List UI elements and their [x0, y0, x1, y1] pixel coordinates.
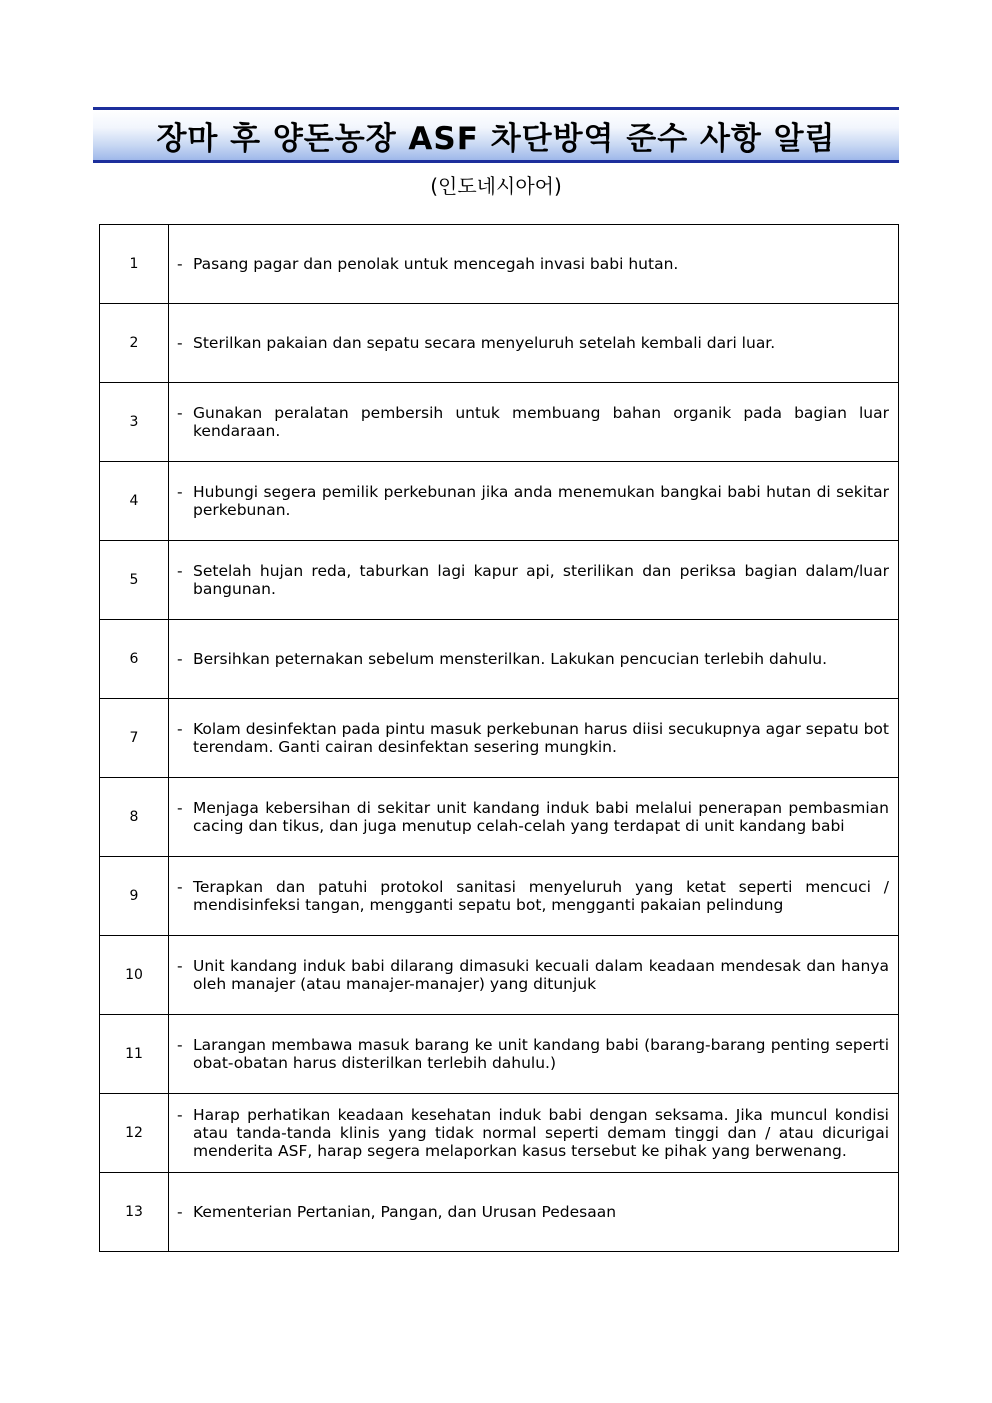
item-text [177, 878, 889, 914]
item-number: 12 [100, 1094, 169, 1173]
notice-table-body [100, 225, 899, 1252]
bullet-dash: - [177, 878, 183, 896]
bullet-dash: - [177, 1203, 183, 1221]
bullet-dash: - [177, 562, 183, 580]
item-cell [169, 541, 899, 620]
document-subtitle: (인도네시아어) [430, 174, 562, 198]
item-number: 1 [100, 225, 169, 304]
bullet-dash: - [177, 799, 183, 817]
table-row [100, 857, 899, 936]
item-description: Kolam desinfektan pada pintu masuk perkebunan harus diisi secukupnya agar sepatu bot terendam. Ganti cairan desinfektan sesering mungkin. [193, 720, 889, 756]
item-text [177, 957, 889, 993]
item-description: Bersihkan peternakan sebelum mensterilkan. Lakukan pencucian terlebih dahulu. [193, 650, 828, 668]
item-text [177, 720, 889, 756]
item-number: 6 [100, 620, 169, 699]
item-cell [169, 383, 899, 462]
item-description: Hubungi segera pemilik perkebunan jika anda menemukan bangkai babi hutan di sekitar perkebunan. [193, 483, 889, 519]
table-row [100, 778, 899, 857]
item-text [177, 1036, 889, 1072]
item-cell [169, 225, 899, 304]
item-cell [169, 1094, 899, 1173]
item-cell [169, 1015, 899, 1094]
bullet-dash: - [177, 483, 183, 501]
item-description: Pasang pagar dan penolak untuk mencegah invasi babi hutan. [193, 255, 679, 273]
item-description: Unit kandang induk babi dilarang dimasuki kecuali dalam keadaan mendesak dan hanya oleh manajer (atau manajer-manajer) yang ditunjuk [193, 957, 889, 993]
item-cell [169, 857, 899, 936]
item-number: 7 [100, 699, 169, 778]
item-description: Sterilkan pakaian dan sepatu secara menyeluruh setelah kembali dari luar. [193, 334, 776, 352]
item-cell [169, 304, 899, 383]
item-text [177, 650, 889, 668]
item-text [177, 404, 889, 440]
bullet-dash: - [177, 650, 183, 668]
bullet-dash: - [177, 957, 183, 975]
item-text [177, 562, 889, 598]
table-row [100, 936, 899, 1015]
item-cell [169, 778, 899, 857]
item-number: 5 [100, 541, 169, 620]
table-row [100, 304, 899, 383]
item-number: 2 [100, 304, 169, 383]
table-row [100, 1015, 899, 1094]
item-number: 8 [100, 778, 169, 857]
item-cell [169, 1173, 899, 1252]
bullet-dash: - [177, 1106, 183, 1124]
table-row [100, 699, 899, 778]
table-row [100, 620, 899, 699]
item-number: 13 [100, 1173, 169, 1252]
item-text [177, 483, 889, 519]
item-text [177, 1203, 889, 1221]
item-text [177, 1106, 889, 1160]
table-row [100, 462, 899, 541]
table-row [100, 383, 899, 462]
bullet-dash: - [177, 720, 183, 738]
table-row [100, 1094, 899, 1173]
item-description: Menjaga kebersihan di sekitar unit kandang induk babi melalui penerapan pembasmian cacing dan tikus, dan juga menutup celah-celah yang terdapat di unit kandang babi [193, 799, 889, 835]
item-number: 3 [100, 383, 169, 462]
title-banner [93, 107, 899, 163]
item-description: Larangan membawa masuk barang ke unit kandang babi (barang-barang penting seperti obat-obatan harus disterilkan terlebih dahulu.) [193, 1036, 889, 1072]
item-description: Gunakan peralatan pembersih untuk membuang bahan organik pada bagian luar kendaraan. [193, 404, 889, 440]
item-cell [169, 936, 899, 1015]
item-text [177, 255, 889, 273]
item-number: 11 [100, 1015, 169, 1094]
item-number: 4 [100, 462, 169, 541]
item-description: Harap perhatikan keadaan kesehatan induk babi dengan seksama. Jika muncul kondisi atau tanda-tanda klinis yang tidak normal seperti demam tinggi dan / atau dicurigai menderita ASF, harap segera melaporkan kasus tersebut ke pihak yang berwenang. [193, 1106, 889, 1160]
bullet-dash: - [177, 334, 183, 352]
notice-table [99, 224, 899, 1252]
item-text [177, 334, 889, 352]
item-description: Terapkan dan patuhi protokol sanitasi menyeluruh yang ketat seperti mencuci / mendisinfeksi tangan, mengganti sepatu bot, mengganti pakaian pelindung [193, 878, 889, 914]
item-cell [169, 462, 899, 541]
table-row [100, 541, 899, 620]
document-title: 장마 후 양돈농장 ASF 차단방역 준수 사항 알림 [156, 120, 836, 157]
item-text [177, 799, 889, 835]
table-row [100, 1173, 899, 1252]
item-description: Setelah hujan reda, taburkan lagi kapur api, sterilikan dan periksa bagian dalam/luar bangunan. [193, 562, 889, 598]
item-number: 9 [100, 857, 169, 936]
bullet-dash: - [177, 404, 183, 422]
item-description: Kementerian Pertanian, Pangan, dan Urusan Pedesaan [193, 1203, 617, 1221]
item-cell [169, 699, 899, 778]
item-number: 10 [100, 936, 169, 1015]
bullet-dash: - [177, 1036, 183, 1054]
bullet-dash: - [177, 255, 183, 273]
table-row [100, 225, 899, 304]
item-cell [169, 620, 899, 699]
